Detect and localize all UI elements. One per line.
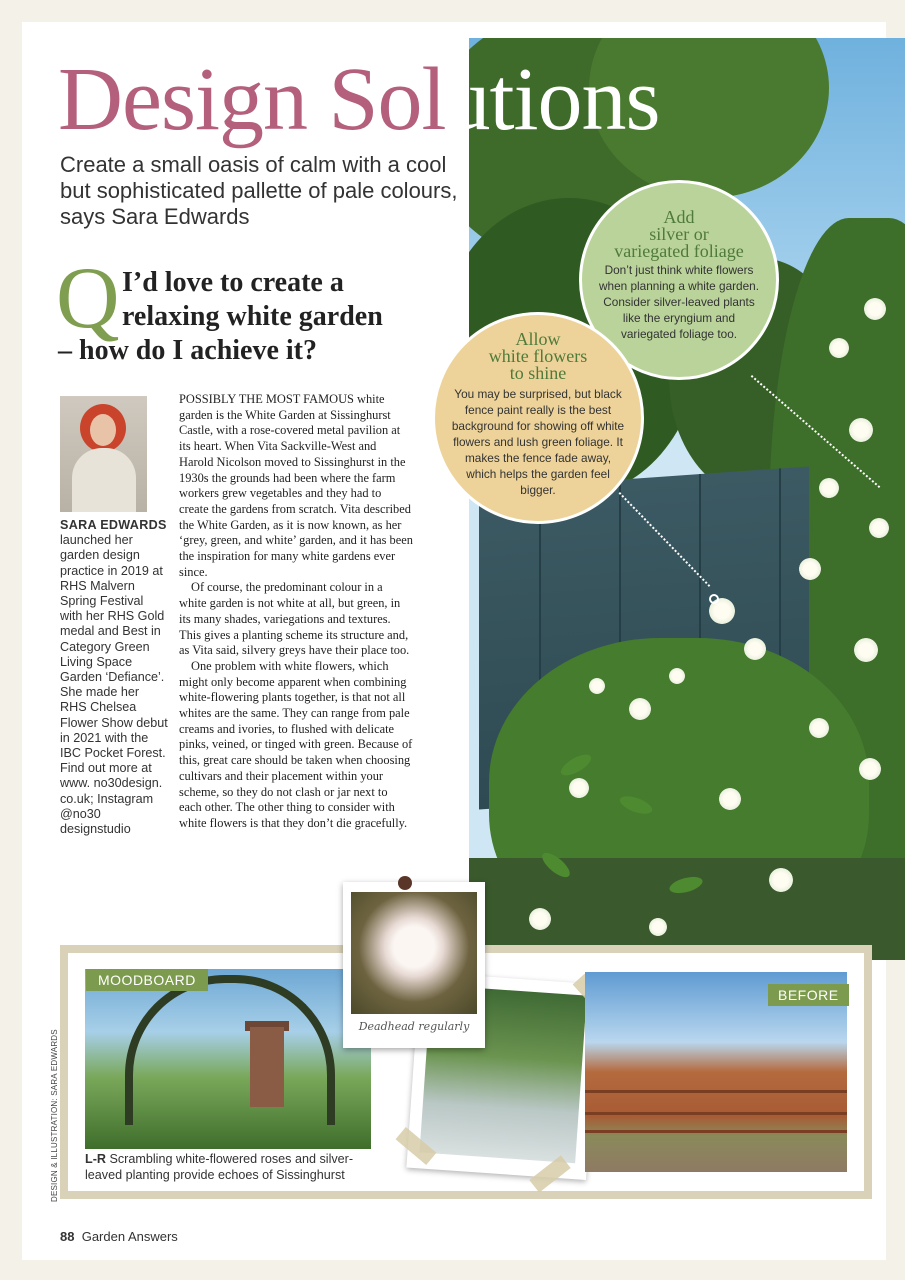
fence-rail — [585, 1130, 847, 1133]
white-flower — [849, 418, 873, 442]
sissinghurst-photo — [85, 969, 371, 1149]
polaroid-caption: Deadhead regularly — [358, 1020, 470, 1033]
rose-pavilion-arch — [125, 975, 335, 1125]
body-paragraph: Of course, the predominant colour in a white garden is not white at all, but green, in its many shades, variegations and textures. This gives a planting scheme its structure and, as Vita said, silvery greys have their place too. — [179, 580, 410, 658]
author-face — [90, 414, 116, 446]
white-flower — [649, 918, 667, 936]
white-flower — [719, 788, 741, 810]
author-bio — [60, 518, 168, 837]
white-flower — [864, 298, 886, 320]
question-line-3: – how do I achieve it? — [58, 335, 317, 366]
white-flower — [859, 758, 881, 780]
author-bio-text: launched her garden design practice in 2019 at RHS Malvern Spring Festival with her RHS Gold medal and Best in Category Green Living Space Garden ‘Defiance’. She made her RHS Chelsea Flower Show debut in 2021 with the IBC Pocket Forest. Find out more at www. no30design. co.uk; Instagram @no30 designstudio — [60, 533, 168, 837]
title-part-1: Design Sol — [58, 50, 446, 149]
pointer-dot — [709, 594, 719, 604]
pin-icon — [398, 876, 412, 890]
white-flower — [589, 678, 605, 694]
white-flower — [829, 338, 849, 358]
author-photo — [60, 396, 147, 512]
white-flower — [769, 868, 793, 892]
white-flower — [809, 718, 829, 738]
rose-polaroid — [343, 882, 485, 1048]
white-flower — [569, 778, 589, 798]
question-line-2: relaxing white garden — [122, 301, 383, 332]
question-heading — [58, 266, 458, 368]
tip-heading-line: variegated foliage — [614, 241, 744, 261]
question-q-letter: Q — [56, 250, 120, 347]
illustration-credit: DESIGN & ILLUSTRATION: SARA EDWARDS — [50, 1029, 59, 1202]
tip-heading-line: Allow — [515, 329, 561, 349]
tip-text: You may be surprised, but black fence paint really is the best background for showing off white flowers and lush green foliage. It makes the fence fade away, which helps the garden feel bigger. — [451, 387, 625, 497]
white-flower — [529, 908, 551, 930]
author-body — [72, 448, 136, 512]
tip-heading-line: to shine — [509, 363, 567, 383]
tip-heading-line: white flowers — [488, 346, 588, 366]
page-title — [58, 50, 660, 150]
fence-rail — [585, 1112, 847, 1115]
body-paragraph — [179, 392, 413, 580]
question-line-1: I’d love to create a — [122, 267, 344, 298]
tip-bubble-fence — [432, 312, 644, 524]
white-flower — [854, 638, 878, 662]
white-flower — [744, 638, 766, 660]
title-part-2: utions — [445, 50, 660, 149]
white-flower — [629, 698, 651, 720]
body-paragraph-1-text: white garden is the White Garden at Sissinghurst Castle, with a rose-covered metal pavilion at its heart. When Vita Sackville-West and Harold Nicolson moved to Sissinghurst in the 1930s the grounds had been where the farm workers grew vegetables and they had to create the gardens from scratch. Vita described the White Garden, as it is now known, as her ‘grey, green, and white’ garden, and it has been the inspiration for many white gardens ever since. — [179, 392, 413, 579]
tip-heading-line: Add — [663, 207, 695, 227]
tip-text: Don’t just think white flowers when planning a white garden. Consider silver-leaved plants like the eryngium and variegated foliage too. — [598, 263, 760, 341]
moodboard-label: MOODBOARD — [86, 969, 208, 991]
white-flower — [819, 478, 839, 498]
body-paragraph: One problem with white flowers, which might only become apparent when combining white-flowering plants together, is that not all whites are the same. They can range from pale creams and ivories, to flushed with delicate pinks, veined, or tinged with green. Because of this, great care should be taken when choosing cultivars and their placement within your scheme, so they do not clash or jar next to each other. The other thing to consider with white flowers is that they don’t die gracefully. — [179, 658, 413, 830]
white-flower — [669, 668, 685, 684]
standfirst: Create a small oasis of calm with a cool but sophisticated pallette of pale colours, says Sara Edwards — [60, 152, 458, 229]
white-flower — [869, 518, 889, 538]
author-name: SARA EDWARDS — [60, 518, 167, 532]
page-footer — [60, 1229, 178, 1244]
caption-text: Scrambling white-flowered roses and silver-leaved planting provide echoes of Sissinghurst — [85, 1152, 354, 1182]
white-flower — [799, 558, 821, 580]
white-rose-photo — [351, 892, 477, 1014]
page-number: 88 — [60, 1229, 75, 1244]
body-lead-in: POSSIBLY THE MOST FAMOUS — [179, 392, 354, 406]
caption-prefix: L-R — [85, 1152, 106, 1166]
tip-heading-line: silver or — [649, 224, 709, 244]
moodboard-caption — [85, 1151, 385, 1183]
article-body — [179, 392, 413, 832]
magazine-name: Garden Answers — [81, 1229, 178, 1244]
fence-rail — [585, 1090, 847, 1093]
before-label: BEFORE — [768, 984, 849, 1006]
